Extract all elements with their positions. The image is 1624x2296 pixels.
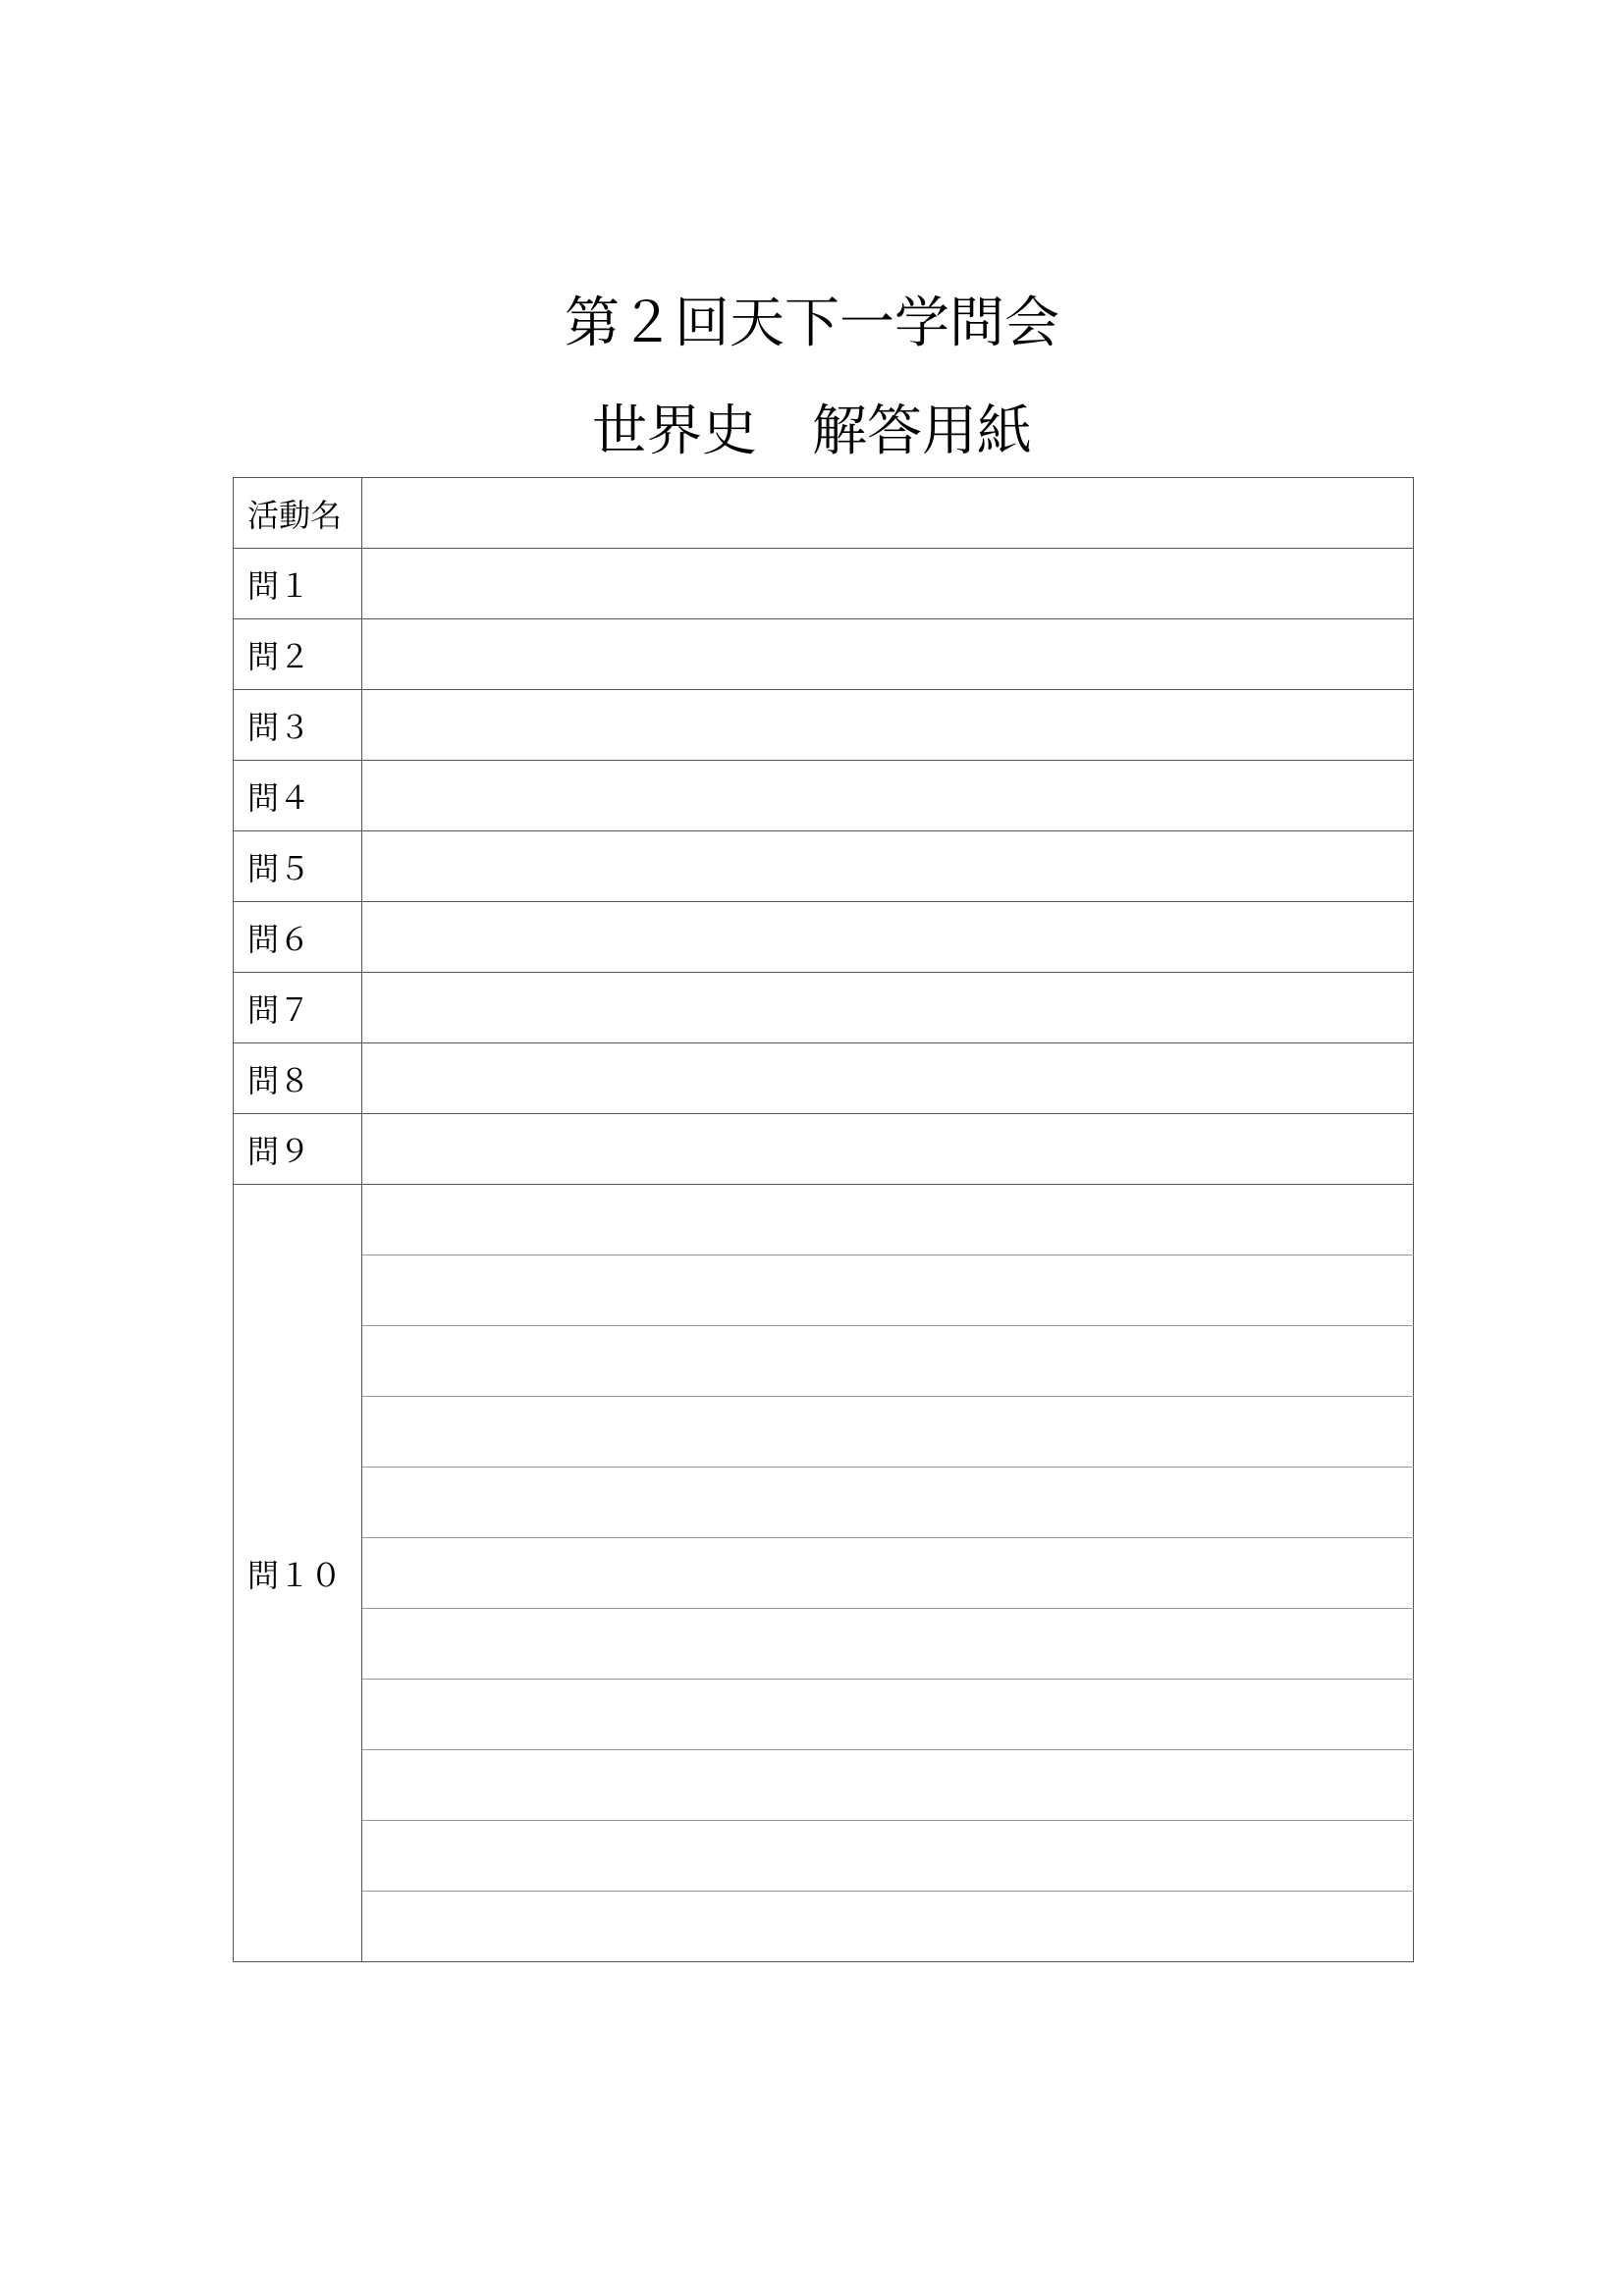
table-row [234, 902, 1414, 973]
essay-line-row [234, 1680, 1414, 1750]
row-label-q8: 問８ [234, 1043, 362, 1114]
row-label-q4: 問４ [234, 761, 362, 831]
essay-line-row [234, 1468, 1414, 1538]
table-row [234, 690, 1414, 761]
table-row [234, 973, 1414, 1043]
row-label-q1: 問１ [234, 549, 362, 619]
essay-line-row [234, 1750, 1414, 1821]
answer-line-q10[interactable] [362, 1326, 1414, 1397]
row-label-q3: 問３ [234, 690, 362, 761]
table-row [234, 1043, 1414, 1114]
answer-field-q2[interactable] [362, 619, 1414, 690]
answer-field-q3[interactable] [362, 690, 1414, 761]
table-row [234, 761, 1414, 831]
answer-line-q10[interactable] [362, 1468, 1414, 1538]
answer-field-activity-name[interactable] [362, 478, 1414, 549]
row-label-q7: 問７ [234, 973, 362, 1043]
row-label-q5: 問５ [234, 831, 362, 902]
answer-field-q6[interactable] [362, 902, 1414, 973]
essay-line-row [234, 1185, 1414, 1255]
answer-line-q10[interactable] [362, 1892, 1414, 1962]
answer-field-q1[interactable] [362, 549, 1414, 619]
row-label-q9: 問９ [234, 1114, 362, 1185]
answer-line-q10[interactable] [362, 1255, 1414, 1326]
essay-line-row [234, 1821, 1414, 1892]
row-label-activity-name: 活動名 [234, 478, 362, 549]
table-row [234, 831, 1414, 902]
essay-line-row [234, 1397, 1414, 1468]
answer-field-q9[interactable] [362, 1114, 1414, 1185]
table-row [234, 549, 1414, 619]
answer-field-q4[interactable] [362, 761, 1414, 831]
answer-field-q5[interactable] [362, 831, 1414, 902]
answer-line-q10[interactable] [362, 1397, 1414, 1468]
answer-line-q10[interactable] [362, 1185, 1414, 1255]
answer-line-q10[interactable] [362, 1750, 1414, 1821]
row-label-q6: 問６ [234, 902, 362, 973]
essay-line-row [234, 1609, 1414, 1680]
essay-line-row [234, 1255, 1414, 1326]
answer-line-q10[interactable] [362, 1609, 1414, 1680]
page-title: 第２回天下一学問会 [565, 292, 1059, 355]
row-label-q10: 問１０ [234, 1185, 362, 1962]
answer-field-q8[interactable] [362, 1043, 1414, 1114]
row-label-q2: 問２ [234, 619, 362, 690]
answer-line-q10[interactable] [362, 1821, 1414, 1892]
answer-field-q7[interactable] [362, 973, 1414, 1043]
essay-line-row [234, 1326, 1414, 1397]
page-subtitle: 世界史 解答用紙 [592, 400, 1032, 463]
answer-line-q10[interactable] [362, 1538, 1414, 1609]
table-row [234, 619, 1414, 690]
answer-table [233, 477, 1414, 1962]
essay-line-row [234, 1892, 1414, 1962]
table-row [234, 1114, 1414, 1185]
essay-line-row [234, 1538, 1414, 1609]
answer-line-q10[interactable] [362, 1680, 1414, 1750]
table-row [234, 478, 1414, 549]
